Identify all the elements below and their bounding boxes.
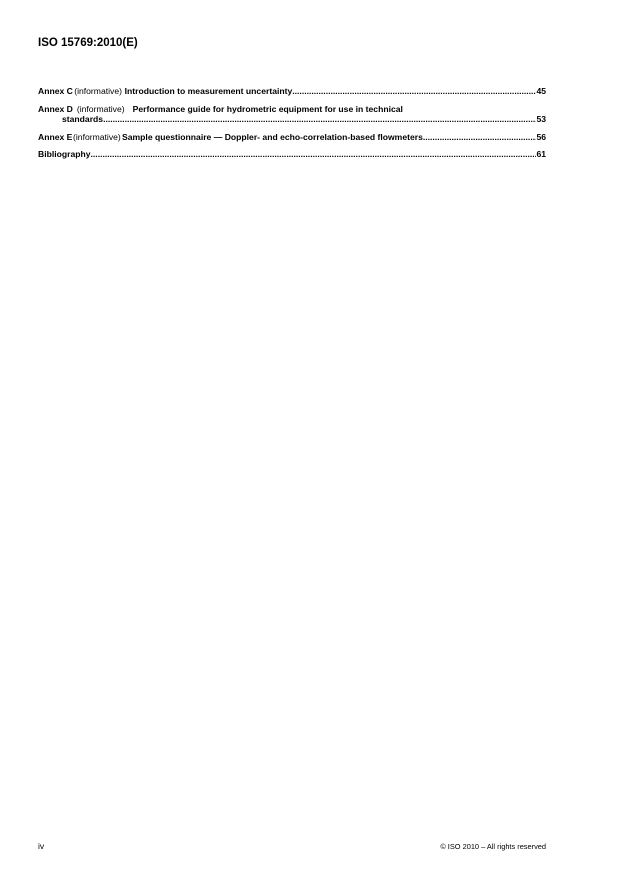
toc-entry-bibliography[interactable] [38, 149, 546, 160]
leader-dots [292, 86, 536, 97]
entry-title: Bibliography [38, 149, 91, 159]
page-number: 53 [536, 114, 546, 124]
toc-entry-annex-c[interactable] [38, 86, 546, 97]
entry-title: Performance guide for hydrometric equipment for use in technical [132, 103, 403, 114]
footer-copyright: © ISO 2010 – All rights reserved [440, 842, 546, 851]
document-header: ISO 15769:2010(E) [38, 37, 138, 49]
annex-type: (informative) [73, 131, 121, 142]
page-number: 61 [536, 149, 546, 159]
annex-label: Annex E [38, 131, 73, 142]
footer-page-number: iv [38, 841, 45, 851]
entry-title-continued: standards [62, 114, 104, 124]
annex-label: Annex C [38, 86, 73, 96]
leader-dots [103, 114, 536, 125]
toc-entry-annex-e[interactable] [38, 132, 546, 143]
leader-dots [423, 132, 537, 143]
annex-label: Annex D [38, 103, 73, 114]
toc-entry-annex-d[interactable] [38, 104, 546, 125]
page-number: 45 [536, 86, 546, 96]
table-of-contents [38, 86, 546, 167]
annex-type: (informative) [76, 103, 125, 114]
entry-title: Sample questionnaire — Doppler- and echo-correlation-based flowmeters [122, 131, 423, 142]
annex-type: (informative) [74, 86, 122, 96]
leader-dots [91, 149, 537, 160]
entry-title: Introduction to measurement uncertainty [124, 86, 293, 96]
page-number: 56 [536, 131, 546, 142]
